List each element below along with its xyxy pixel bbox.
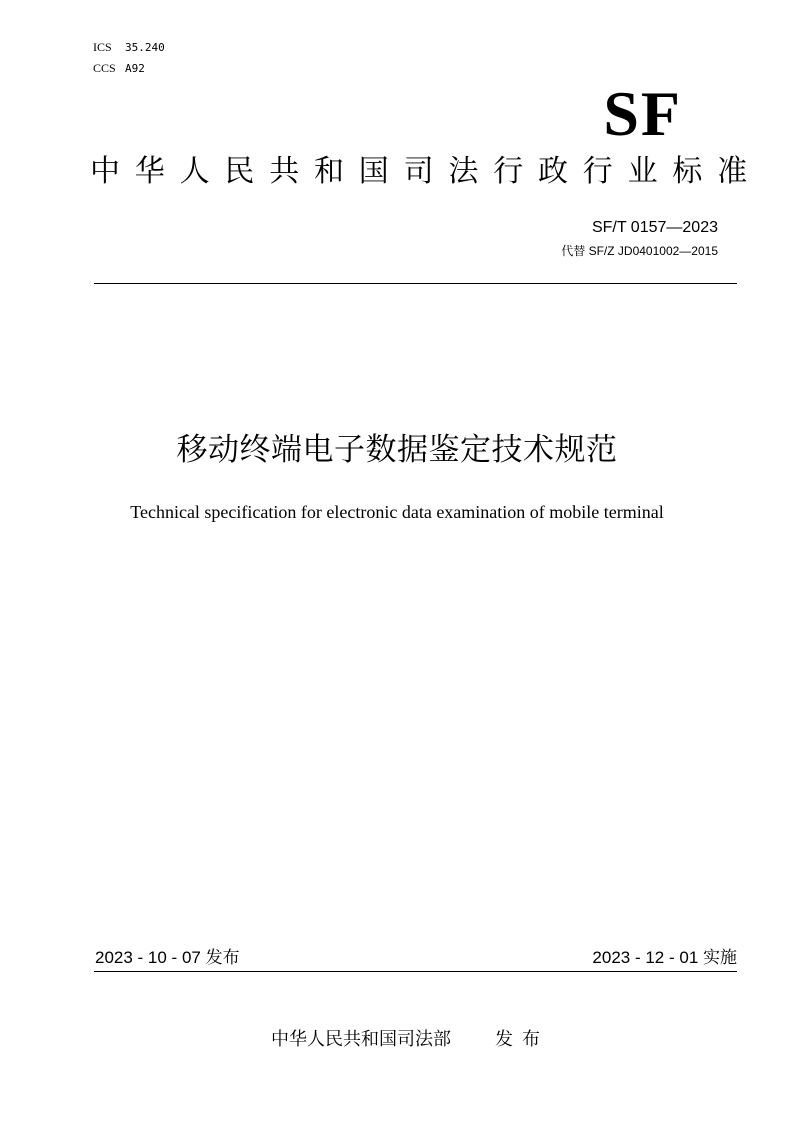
document-title-zh: 移动终端电子数据鉴定技术规范 — [176, 432, 618, 467]
issuer-name: 中华人民共和国司法部 — [271, 1029, 451, 1049]
ccs-value: A92 — [125, 62, 145, 75]
header-divider — [94, 283, 737, 284]
standard-number: SF/T 0157—2023 — [591, 219, 718, 236]
ics-label: ICS — [93, 40, 112, 54]
footer-divider — [94, 971, 737, 972]
release-date: 2023 - 10 - 07 发布 — [95, 948, 240, 967]
ccs-label: CCS — [93, 61, 116, 75]
replaces-note: 代替 SF/Z JD0401002—2015 — [561, 244, 718, 258]
ics-code — [93, 40, 165, 55]
implementation-date: 2023 - 12 - 01 实施 — [592, 948, 737, 967]
ics-value: 35.240 — [125, 41, 165, 54]
issuer-action: 发布 — [495, 1029, 549, 1049]
document-title-en: Technical specification for electronic data examination of mobile terminal — [130, 502, 664, 522]
ccs-code — [93, 61, 145, 76]
sf-logo: SF — [603, 78, 682, 149]
standard-type-heading: 中华人民共和国司法行政行业标准 — [90, 155, 762, 188]
